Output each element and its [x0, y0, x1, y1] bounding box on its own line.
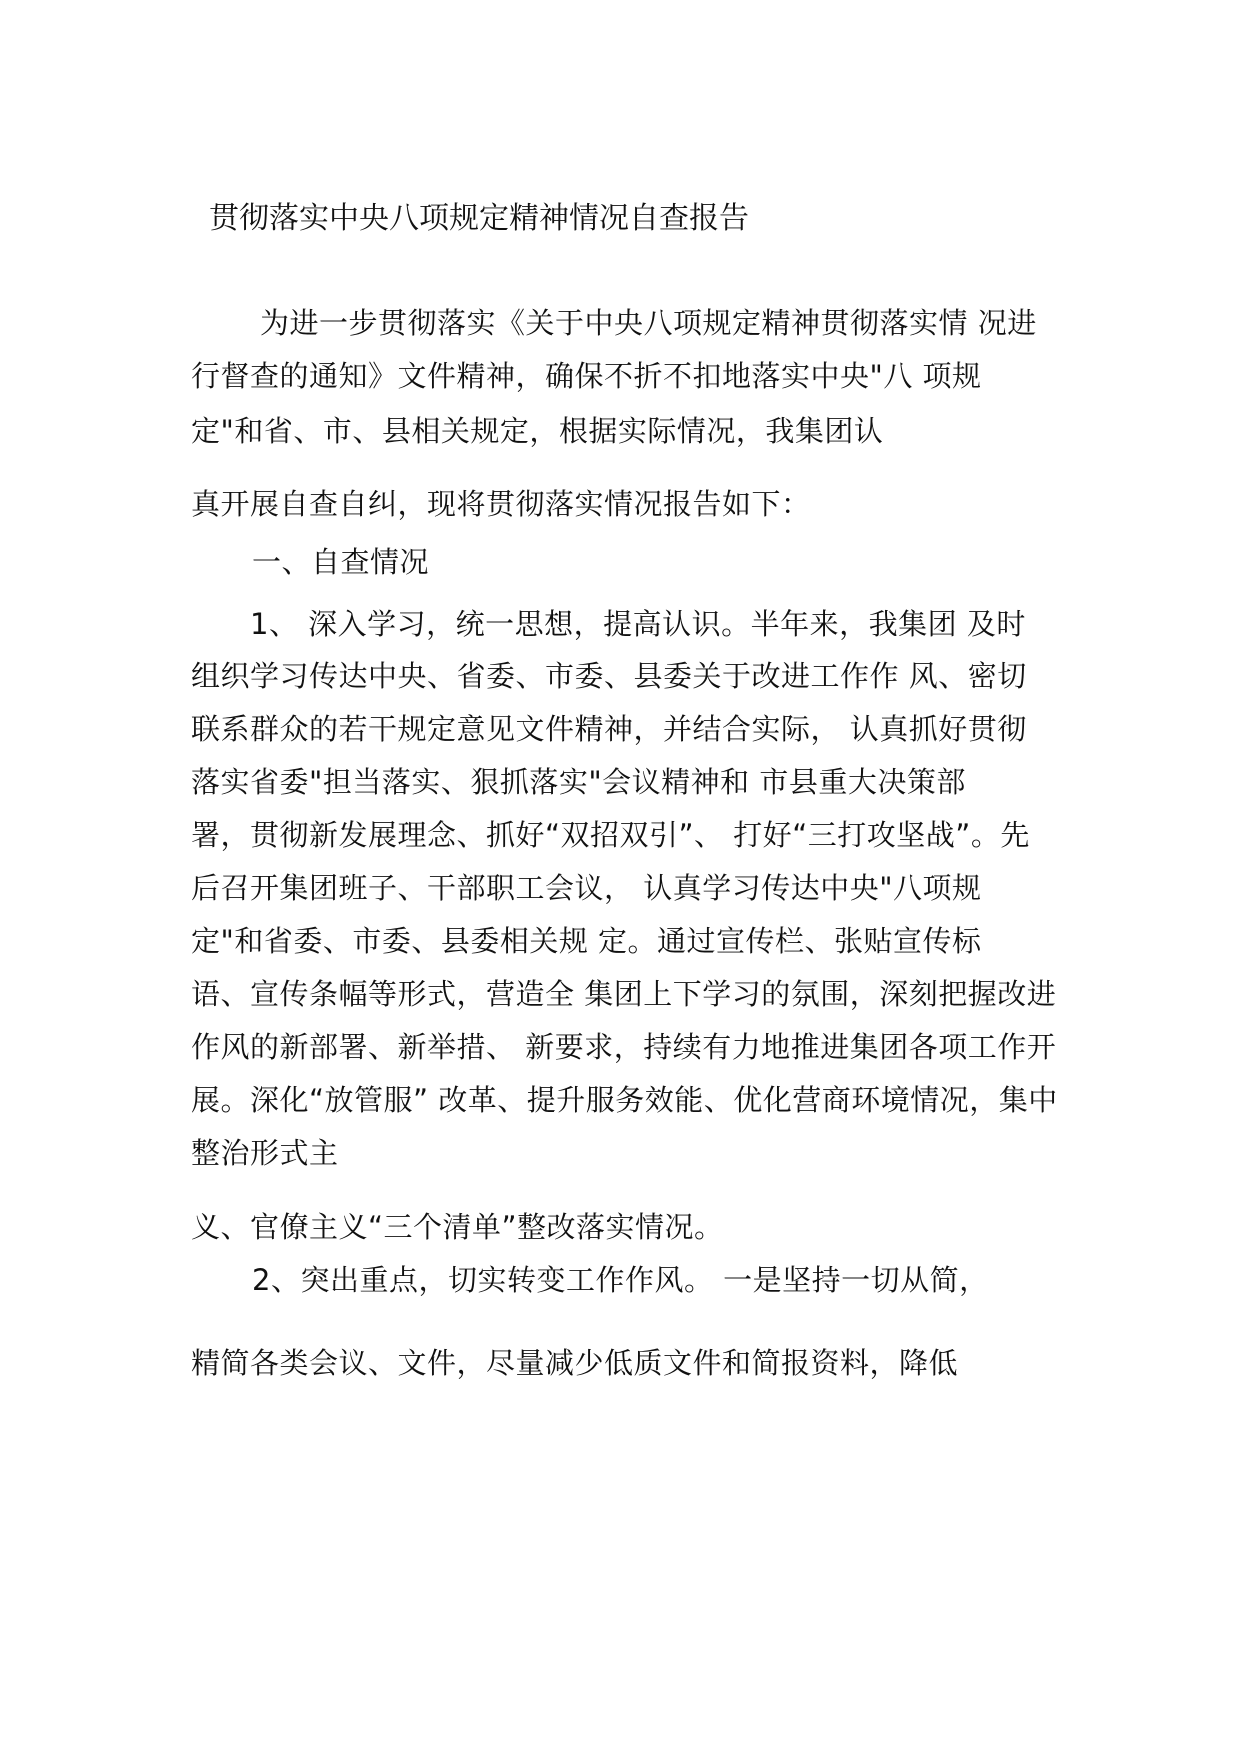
paragraph-line: 义、官僚主义“三个清单”整改落实情况。	[191, 1210, 724, 1244]
paragraph-line: 为进一步贯彻落实《关于中央八项规定精神贯彻落实情 况进	[260, 306, 1037, 340]
paragraph-line: 2、突出重点，切实转变工作作风。 一是坚持一切从简，	[252, 1263, 989, 1297]
paragraph-line: 精简各类会议、文件，尽量减少低质文件和简报资料，降低	[191, 1346, 959, 1380]
paragraph-line: 行督查的通知》文件精神，确保不折不扣地落实中央"八 项规	[191, 359, 982, 393]
paragraph-line: 组织学习传达中央、省委、市委、县委关于改进工作作 风、密切	[191, 659, 1027, 693]
paragraph-line: 联系群众的若干规定意见文件精神，并结合实际， 认真抓好贯彻	[191, 712, 1027, 746]
paragraph-line: 定"和省委、市委、县委相关规 定。通过宣传栏、张贴宣传标	[191, 924, 982, 958]
paragraph-line: 语、宣传条幅等形式，营造全 集团上下学习的氛围，深刻把握改进	[191, 977, 1057, 1011]
paragraph-line: 定"和省、市、县相关规定，根据实际情况，我集团认	[191, 414, 884, 448]
document-title: 贯彻落实中央八项规定精神情况自查报告	[209, 201, 749, 236]
paragraph-line: 署，贯彻新发展理念、抓好“双招双引”、 打好“三打攻坚战”。先	[191, 818, 1030, 852]
paragraph-line: 落实省委"担当落实、狠抓落实"会议精神和 市县重大决策部	[191, 765, 966, 799]
paragraph-line: 真开展自查自纠，现将贯彻落实情况报告如下：	[191, 487, 811, 521]
paragraph-line: 整治形式主	[191, 1136, 339, 1170]
paragraph-line: 作风的新部署、新举措、 新要求，持续有力地推进集团各项工作开	[191, 1030, 1057, 1064]
paragraph-line: 展。深化“放管服” 改革、提升服务效能、优化营商环境情况，集中	[191, 1083, 1058, 1117]
section-heading: 一、自查情况	[252, 545, 430, 579]
paragraph-line: 1、 深入学习，统一思想，提高认识。半年来，我集团 及时	[250, 607, 1026, 641]
paragraph-line: 后召开集团班子、干部职工会议， 认真学习传达中央"八项规	[191, 871, 982, 905]
